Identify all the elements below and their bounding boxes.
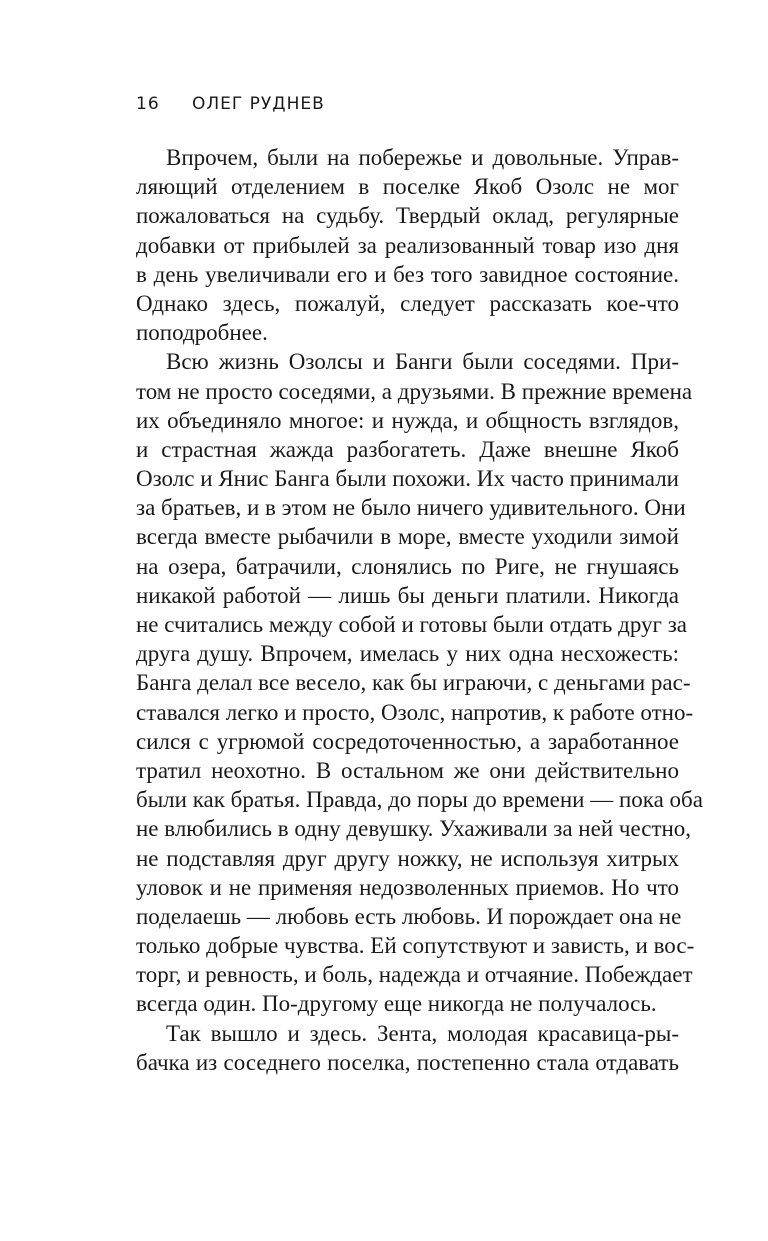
text-line: на озера, батрачили, слонялись по Риге, не гнушаясь bbox=[136, 553, 679, 579]
text-line: Озолс и Янис Банга были похожи. Их часто принимали bbox=[136, 466, 679, 492]
text-line: Так вышло и здесь. Зента, молодая красавица-ры- bbox=[166, 1020, 679, 1046]
page-number: 16 bbox=[136, 94, 160, 114]
text-line: Всю жизнь Озолсы и Банги были соседями. При- bbox=[166, 349, 679, 375]
text-line: пожаловаться на судьбу. Твердый оклад, регулярные bbox=[136, 203, 679, 229]
text-line: поделаешь — любовь есть любовь. И порождает она не bbox=[136, 903, 682, 929]
text-line: добавки от прибылей за реализованный товар изо дня bbox=[136, 232, 679, 258]
text-line: всегда один. По-другому еще никогда не получалось. bbox=[136, 991, 657, 1017]
text-line: том не просто соседями, а друзьями. В прежние времена bbox=[136, 378, 693, 404]
text-line: бачка из соседнего поселка, постепенно стала отдавать bbox=[136, 1049, 679, 1075]
text-line: Впрочем, были на побережье и довольные. Управ- bbox=[166, 145, 679, 170]
text-line: поподробнее. bbox=[136, 320, 268, 346]
text-line: торг, и ревность, и боль, надежда и отчаяние. Побеждает bbox=[136, 962, 693, 988]
text-line: в день увеличивали его и без того завидное состояние. bbox=[136, 261, 679, 287]
text-line: тратил неохотно. В остальном же они действительно bbox=[136, 757, 679, 783]
text-line: ставался легко и просто, Озолс, напротив, к работе отно- bbox=[136, 699, 694, 725]
paragraph bbox=[136, 347, 703, 1018]
text-line: не влюбились в одну девушку. Ухаживали за ней честно, bbox=[136, 816, 692, 842]
text-line: не считались между собой и готовы были отдать друг за bbox=[136, 612, 687, 637]
text-line: не подставляя друг другу ножку, не используя хитрых bbox=[136, 845, 679, 871]
text-line: их объединяло многое: и нужда, и общность взглядов, bbox=[136, 407, 679, 433]
text-line: только добрые чувства. Ей сопутствуют и зависть, и вос- bbox=[136, 933, 695, 959]
running-head-author: ОЛЕГ РУДНЕВ bbox=[192, 94, 325, 114]
running-head bbox=[136, 94, 325, 114]
body-text bbox=[136, 143, 703, 1077]
text-line: никакой работой — лишь бы деньги платили. Никогда bbox=[136, 582, 679, 608]
text-line: друга душу. Впрочем, имелась у них одна несхожесть: bbox=[136, 641, 679, 667]
text-line: Банга делал все весело, как бы играючи, с деньгами рас- bbox=[136, 670, 691, 696]
text-line: и страстная жажда разбогатеть. Даже внешне Якоб bbox=[136, 436, 679, 462]
paragraph bbox=[136, 1019, 679, 1077]
text-line: сился с угрюмой сосредоточенностью, а заработанное bbox=[136, 728, 679, 754]
paragraph bbox=[136, 143, 679, 347]
text-line: ляющий отделением в поселке Якоб Озолс не мог bbox=[136, 174, 679, 200]
text-line: уловок и не применяя недозволенных приемов. Но что bbox=[136, 874, 679, 900]
text-line: были как братья. Правда, до поры до времени — пока оба bbox=[136, 787, 703, 813]
text-line: Однако здесь, пожалуй, следует рассказать кое-что bbox=[136, 290, 679, 316]
text-line: всегда вместе рыбачили в море, вместе уходили зимой bbox=[136, 524, 679, 550]
text-line: за братьев, и в этом не было ничего удивительного. Они bbox=[136, 495, 686, 521]
